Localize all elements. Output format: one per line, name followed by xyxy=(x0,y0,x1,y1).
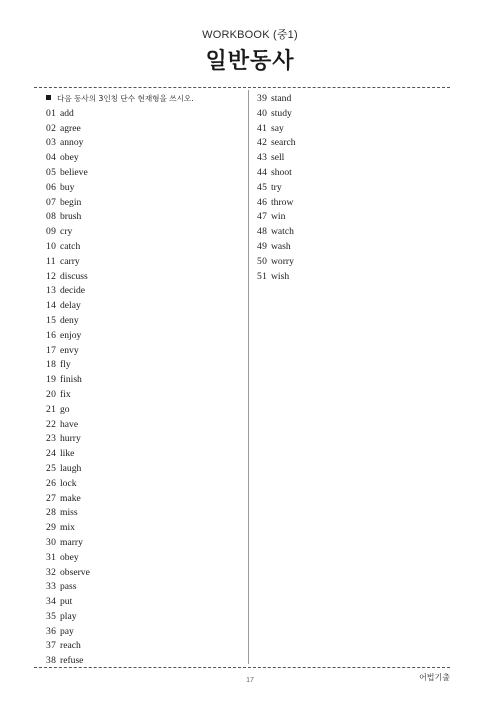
item-number: 35 xyxy=(46,610,57,622)
list-item xyxy=(46,196,242,211)
list-item xyxy=(46,447,242,462)
item-number: 45 xyxy=(257,181,268,193)
item-number: 26 xyxy=(46,477,57,489)
item-number: 50 xyxy=(257,255,268,267)
item-word: fly xyxy=(60,359,71,371)
item-word: obey xyxy=(60,152,79,164)
list-item xyxy=(46,521,242,536)
list-item xyxy=(257,255,447,270)
item-number: 04 xyxy=(46,152,57,164)
list-item xyxy=(46,136,242,151)
item-word: deny xyxy=(60,314,79,326)
item-word: pass xyxy=(60,581,77,593)
item-number: 46 xyxy=(257,196,268,208)
item-word: laugh xyxy=(60,462,82,474)
item-number: 19 xyxy=(46,374,57,386)
left-column xyxy=(46,92,242,669)
item-number: 29 xyxy=(46,522,57,534)
item-number: 24 xyxy=(46,448,57,460)
item-number: 03 xyxy=(46,137,57,149)
list-item xyxy=(46,551,242,566)
item-word: carry xyxy=(60,255,80,267)
item-number: 43 xyxy=(257,152,268,164)
item-number: 23 xyxy=(46,433,57,445)
item-number: 12 xyxy=(46,270,57,282)
list-item xyxy=(46,373,242,388)
item-number: 39 xyxy=(257,93,268,104)
item-word: miss xyxy=(60,507,78,519)
list-item xyxy=(257,270,447,285)
list-item xyxy=(46,580,242,595)
item-number: 27 xyxy=(46,492,57,504)
list-item xyxy=(46,388,242,403)
list-item xyxy=(257,210,447,225)
list-item xyxy=(46,610,242,625)
column-divider xyxy=(248,90,249,664)
item-word: worry xyxy=(271,255,294,267)
item-word: hurry xyxy=(60,433,81,445)
list-item xyxy=(46,107,242,122)
item-word: like xyxy=(60,448,75,460)
item-word: stand xyxy=(271,93,292,104)
item-number: 30 xyxy=(46,536,57,548)
footer-label: 어법기출 xyxy=(419,673,450,682)
list-item xyxy=(46,358,242,373)
list-item xyxy=(46,403,242,418)
item-word: pay xyxy=(60,625,74,637)
item-number: 01 xyxy=(46,107,57,119)
list-item xyxy=(257,196,447,211)
list-item xyxy=(46,566,242,581)
item-word: wish xyxy=(271,270,290,282)
item-word: shoot xyxy=(271,166,292,178)
list-item xyxy=(46,639,242,654)
item-number: 51 xyxy=(257,270,268,282)
item-number: 31 xyxy=(46,551,57,563)
list-item xyxy=(46,166,242,181)
list-item xyxy=(257,225,447,240)
item-number: 05 xyxy=(46,166,57,178)
list-item xyxy=(46,492,242,507)
list-item xyxy=(46,181,242,196)
list-item xyxy=(46,477,242,492)
list-item xyxy=(257,107,447,122)
item-number: 42 xyxy=(257,137,268,149)
top-dashed-rule xyxy=(34,87,450,88)
item-word: enjoy xyxy=(60,329,82,341)
item-number: 02 xyxy=(46,122,57,134)
item-word: win xyxy=(271,211,286,223)
item-word: go xyxy=(60,403,70,415)
list-item xyxy=(46,151,242,166)
item-number: 38 xyxy=(46,655,57,667)
item-number: 25 xyxy=(46,462,57,474)
bottom-dashed-rule xyxy=(34,667,450,668)
item-word: try xyxy=(271,181,282,193)
list-item xyxy=(46,210,242,225)
item-number: 17 xyxy=(46,344,57,356)
item-number: 20 xyxy=(46,388,57,400)
item-word: obey xyxy=(60,551,79,563)
list-item xyxy=(46,122,242,137)
item-number: 15 xyxy=(46,314,57,326)
item-number: 44 xyxy=(257,166,268,178)
list-item xyxy=(46,344,242,359)
list-item xyxy=(46,270,242,285)
item-word: reach xyxy=(60,640,81,652)
item-word: lock xyxy=(60,477,77,489)
item-word: cry xyxy=(60,226,73,238)
item-word: play xyxy=(60,610,77,622)
item-word: decide xyxy=(60,285,86,297)
item-number: 47 xyxy=(257,211,268,223)
item-number: 10 xyxy=(46,240,57,252)
item-number: 13 xyxy=(46,285,57,297)
item-number: 48 xyxy=(257,226,268,238)
list-item xyxy=(46,595,242,610)
item-number: 16 xyxy=(46,329,57,341)
item-word: watch xyxy=(271,226,294,238)
item-number: 09 xyxy=(46,226,57,238)
left-word-list xyxy=(46,107,242,669)
list-item xyxy=(257,92,447,107)
item-word: catch xyxy=(60,240,81,252)
list-item xyxy=(257,181,447,196)
item-word: make xyxy=(60,492,81,504)
square-bullet-icon xyxy=(46,95,51,100)
item-word: mix xyxy=(60,522,75,534)
item-word: have xyxy=(60,418,79,430)
item-word: wash xyxy=(271,240,291,252)
instruction-text: 다음 동사의 3인칭 단수 현재형을 쓰시오. xyxy=(57,94,194,103)
page-number: 17 xyxy=(246,677,254,684)
list-item xyxy=(257,240,447,255)
list-item xyxy=(46,418,242,433)
page-title: 일반동사 xyxy=(205,49,295,74)
list-item xyxy=(257,166,447,181)
instruction-line xyxy=(46,92,242,107)
item-number: 28 xyxy=(46,507,57,519)
list-item xyxy=(46,432,242,447)
list-item xyxy=(46,506,242,521)
list-item xyxy=(46,625,242,640)
item-word: believe xyxy=(60,166,88,178)
item-word: put xyxy=(60,596,73,608)
list-item xyxy=(257,122,447,137)
item-word: discuss xyxy=(60,270,88,282)
item-word: envy xyxy=(60,344,79,356)
item-word: fix xyxy=(60,388,71,400)
list-item xyxy=(257,136,447,151)
item-word: agree xyxy=(60,122,81,134)
item-word: add xyxy=(60,107,74,119)
item-number: 06 xyxy=(46,181,57,193)
item-number: 14 xyxy=(46,300,57,312)
item-number: 36 xyxy=(46,625,57,637)
item-number: 34 xyxy=(46,596,57,608)
item-number: 11 xyxy=(46,255,56,267)
list-item xyxy=(46,462,242,477)
item-word: delay xyxy=(60,300,81,312)
right-column xyxy=(257,92,447,284)
item-word: sell xyxy=(271,152,285,164)
item-number: 21 xyxy=(46,403,57,415)
item-word: study xyxy=(271,107,292,119)
item-word: throw xyxy=(271,196,294,208)
list-item xyxy=(46,314,242,329)
item-number: 18 xyxy=(46,359,57,371)
item-number: 22 xyxy=(46,418,57,430)
item-word: brush xyxy=(60,211,82,223)
item-word: finish xyxy=(60,374,82,386)
item-number: 41 xyxy=(257,122,268,134)
item-number: 32 xyxy=(46,566,57,578)
item-word: refuse xyxy=(60,655,84,667)
list-item xyxy=(46,255,242,270)
item-number: 40 xyxy=(257,107,268,119)
item-word: buy xyxy=(60,181,75,193)
item-word: observe xyxy=(60,566,90,578)
list-item xyxy=(46,536,242,551)
item-number: 07 xyxy=(46,196,57,208)
item-number: 33 xyxy=(46,581,57,593)
item-word: marry xyxy=(60,536,83,548)
item-number: 49 xyxy=(257,240,268,252)
item-word: say xyxy=(271,122,284,134)
item-number: 08 xyxy=(46,211,57,223)
list-item xyxy=(46,329,242,344)
item-word: annoy xyxy=(60,137,84,149)
item-number: 37 xyxy=(46,640,57,652)
list-item xyxy=(46,240,242,255)
list-item xyxy=(257,151,447,166)
workbook-subtitle: WORKBOOK (중1) xyxy=(202,29,298,41)
list-item xyxy=(46,299,242,314)
item-word: search xyxy=(271,137,296,149)
item-word: begin xyxy=(60,196,82,208)
list-item xyxy=(46,225,242,240)
list-item xyxy=(46,284,242,299)
right-word-list xyxy=(257,92,447,284)
